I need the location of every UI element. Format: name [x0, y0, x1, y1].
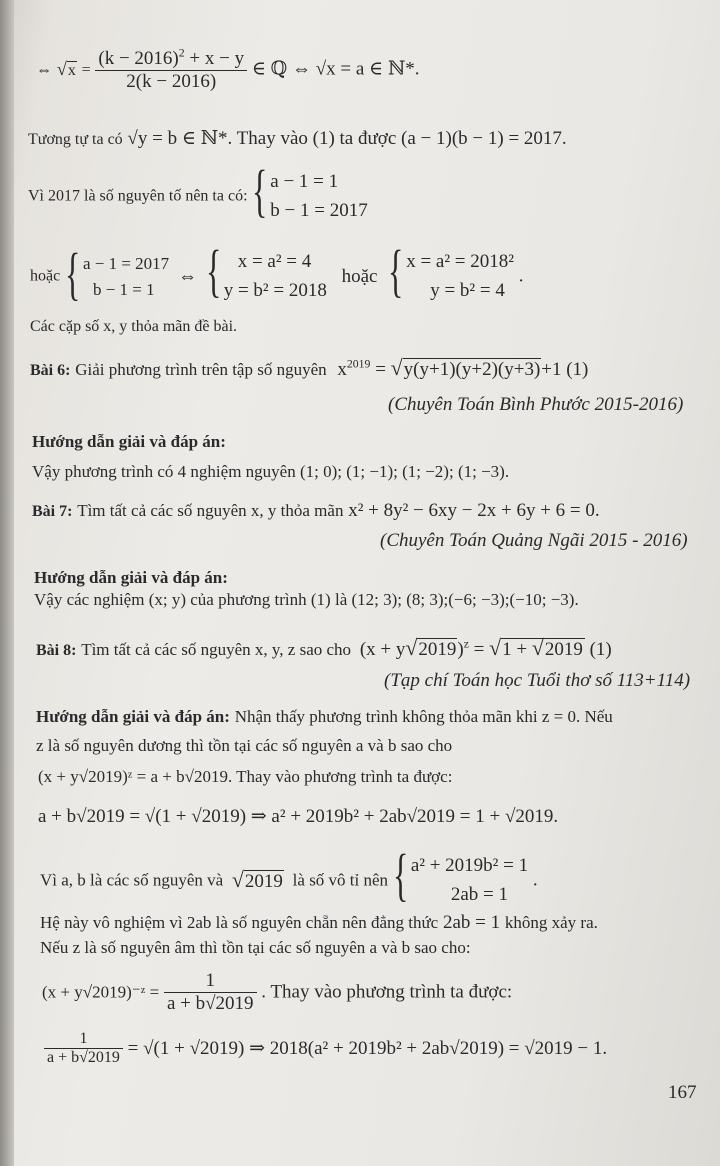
book-spine — [0, 0, 14, 1166]
bai7-statement: Bài 7: Tìm tất cả các số nguyên x, y thỏa mãn x² + 8y² − 6xy − 2x + 6y + 6 = 0. — [32, 500, 600, 521]
system-2: { a − 1 = 2017 b − 1 = 1 — [64, 241, 170, 306]
bai7-guide-heading: Hướng dẫn giải và đáp án: — [34, 568, 228, 587]
bai8-p8: $\frac{1}{a + b√2019}$ = √(1 + √2019) ⇒ 2018(a² + 2019b² + 2ab√2019) = √2019 − 1. — [44, 1030, 607, 1068]
bai6-source: (Chuyên Toán Bình Phước 2015-2016) — [388, 394, 684, 415]
bai8-p4: Vì a, b là các số nguyên và √2019 là số vô tỉ nên { a² + 2019b² = 1 2ab = 1 . — [40, 842, 538, 907]
bai6-guide-heading: Hướng dẫn giải và đáp án: — [32, 432, 226, 451]
system-3: { x = a² = 4 y = b² = 2018 — [205, 238, 327, 303]
line-2017-prime: Vì 2017 là số nguyên tố nên ta có: { a − 1 = 1 b − 1 = 2017 — [28, 158, 368, 223]
fraction-p7: $\frac{1}{a + b√2019}$ — [164, 970, 257, 1015]
sqrt-x: √x — [56, 58, 76, 79]
bai8-source: (Tạp chí Toán học Tuổi thơ số 113+114) — [384, 670, 691, 691]
system-4: { x = a² = 2018² y = b² = 4 — [388, 238, 514, 303]
fraction-k: $\frac{(k - 2016)^2 + x - y}{2(k - 2016)}$ — [95, 48, 247, 93]
line-1-tail: ∈ ℚ ⇔ √x = a ∈ ℕ*. — [251, 58, 420, 80]
bai6-label: Bài 6: — [30, 362, 71, 379]
system-1: { a − 1 = 1 b − 1 = 2017 — [252, 158, 368, 223]
bai8-p3: a + b√2019 = √(1 + √2019) ⇒ a² + 2019b² + 2ab√2019 = 1 + √2019. — [38, 806, 559, 827]
bai6-statement: Bài 6: Giải phương trình trên tập số nguyên $x^{2019} = √y(y+1)(y+2)(y+3)+1$ (1) — [30, 356, 589, 380]
bai6-answer: Vậy phương trình có 4 nghiệm nguyên (1; 0); (1; −1); (1; −2); (1; −3). — [32, 462, 510, 481]
fraction-p8: $\frac{1}{a + b√2019}$ — [44, 1030, 123, 1068]
line-tuong-tu: Tương tự ta có √y = b ∈ ℕ*. Thay vào (1) ta được (a − 1)(b − 1) = 2017. — [28, 128, 567, 149]
sqrt-product: √y(y+1)(y+2)(y+3) — [390, 356, 541, 380]
equiv-symbol: ⇔ — [36, 61, 52, 79]
line-cac-cap-so: Các cặp số x, y thỏa mãn đề bài. — [30, 318, 238, 335]
system-5: { a² + 2019b² = 1 2ab = 1 — [392, 842, 529, 907]
bai7-answer: Vậy các nghiệm (x; y) của phương trình (1) là (12; 3); (8; 3);(−6; −3);(−10; −3). — [34, 590, 579, 609]
bai8-guide-heading: Hướng dẫn giải và đáp án: — [36, 707, 230, 726]
bai8-p6: Nếu z là số nguyên âm thì tồn tại các số nguyên a và b sao cho: — [40, 938, 471, 957]
bai8-label: Bài 8: — [36, 642, 77, 659]
line-sqrt-x-fraction: ⇔ √x = $\frac{(k - 2016)^2 + x - y}{2(k - 2016)}$ ∈ ℚ ⇔ √x = a ∈ ℕ*. — [36, 46, 420, 92]
bai8-p1: z là số nguyên dương thì tồn tại các số nguyên a và b sao cho — [36, 736, 453, 755]
bai8-p7: (x + y√2019)⁻ᶻ = $\frac{1}{a + b√2019}$ . Thay vào phương trình ta được: — [42, 970, 513, 1014]
bai7-label: Bài 7: — [32, 503, 73, 520]
bai8-guide-line: Hướng dẫn giải và đáp án: Nhận thấy phương trình không thỏa mãn khi z = 0. Nếu — [36, 707, 613, 726]
bai8-p5: Hệ này vô nghiệm vì 2ab là số nguyên chẵn nên đẳng thức 2ab = 1 không xảy ra. — [40, 912, 598, 933]
line-hoac-systems: hoặc { a − 1 = 2017 b − 1 = 1 ⇔ { x = a² = 4 y = b² = 2018 hoặc { x = a² = 2018² y = b² = 4 . — [30, 238, 524, 306]
page-number: 167 — [668, 1082, 697, 1103]
bai8-statement: Bài 8: Tìm tất cả các số nguyên x, y, z sao cho $(x + y√2019)^z = √1 + √2019$ (1) — [36, 636, 612, 660]
bai8-p2: (x + y√2019)ᶻ = a + b√2019. Thay vào phương trình ta được: — [38, 767, 453, 786]
bai7-source: (Chuyên Toán Quảng Ngãi 2015 - 2016) — [380, 530, 688, 551]
